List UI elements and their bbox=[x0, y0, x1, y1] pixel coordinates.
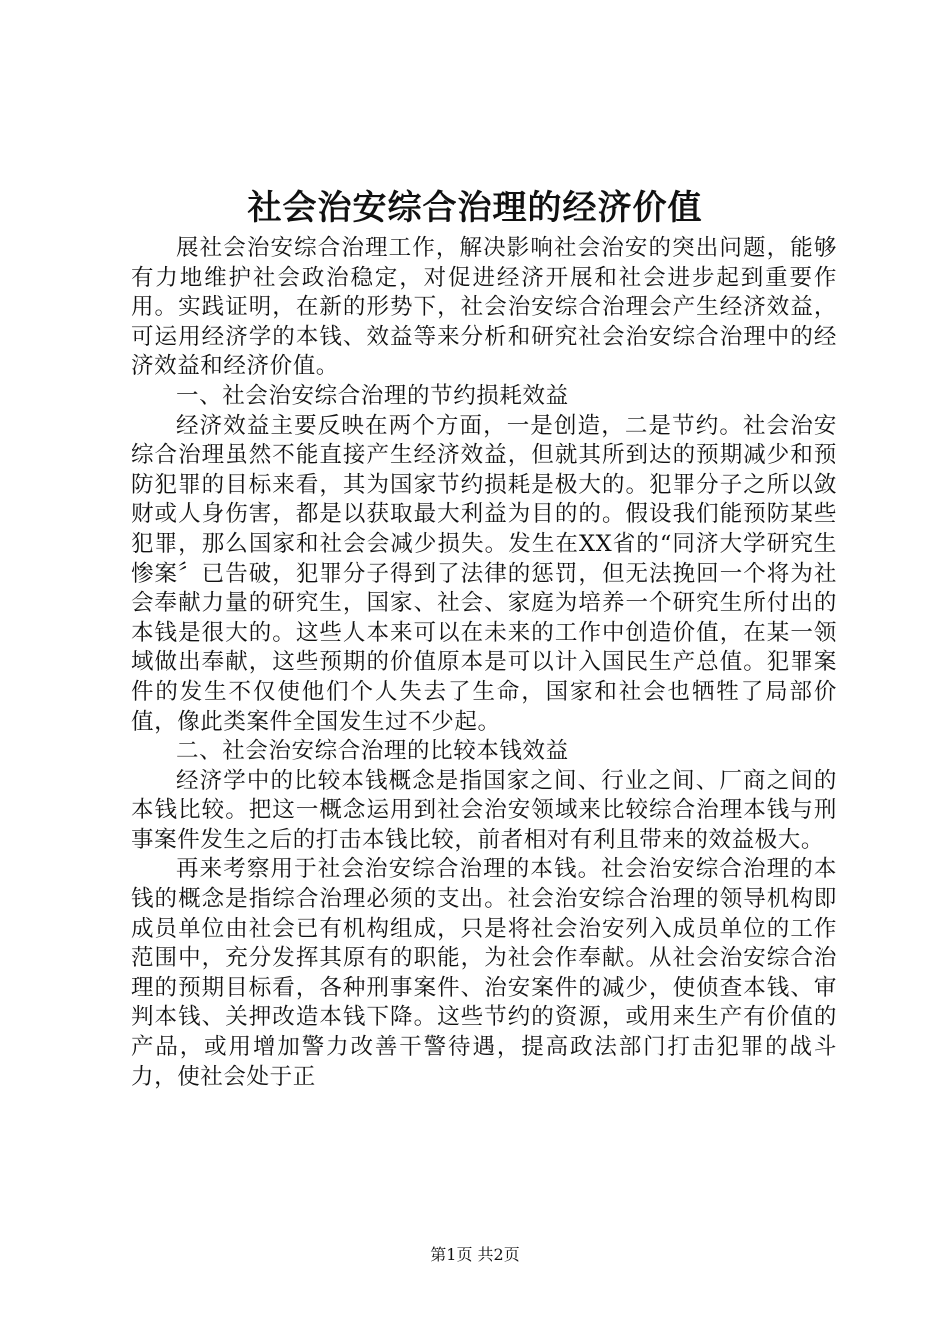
paragraph-section-2b: 再来考察用于社会治安综合治理的本钱。社会治安综合治理的本钱的概念是指综合治理必须的支出。社会治安综合治理的领导机构即成员单位由社会已有机构组成，只是将社会治安列入成员单位的工作范围中，充分发挥其原有的职能，为社会作奉献。从社会治安综合治理的预期目标看，各种刑事案件、治安案件的减少，使侦查本钱、审判本钱、关押改造本钱下降。这些节约的资源，或用来生产有价值的产品，或用增加警力改善干警待遇，提高政法部门打击犯罪的战斗力，使社会处于正 bbox=[131, 856, 837, 1090]
paragraph-intro: 展社会治安综合治理工作，解决影响社会治安的突出问题，能够有力地维护社会政治稳定，对促进经济开展和社会进步起到重要作用。实践证明，在新的形势下，社会治安综合治理会产生经济效益，可运用经济学的本钱、效益等来分析和研究社会治安综合治理中的经济效益和经济价值。 bbox=[131, 235, 837, 380]
document-title: 社会治安综合治理的经济价值 bbox=[247, 188, 703, 228]
document-body bbox=[131, 234, 837, 1092]
paragraph-section-2a: 经济学中的比较本钱概念是指国家之间、行业之间、厂商之间的本钱比较。把这一概念运用到社会治安领域来比较综合治理本钱与刑事案件发生之后的打击本钱比较，前者相对有利且带来的效益极大。 bbox=[131, 767, 837, 853]
page-number-footer: 第1页 共2页 bbox=[430, 1245, 520, 1264]
section-heading-2: 二、社会治安综合治理的比较本钱效益 bbox=[176, 738, 569, 765]
section-heading-1: 一、社会治安综合治理的节约损耗效益 bbox=[176, 382, 569, 409]
paragraph-section-1: 经济效益主要反映在两个方面，一是创造，二是节约。社会治安综合治理虽然不能直接产生经济效益，但就其所到达的预期减少和预防犯罪的目标来看，其为国家节约损耗是极大的。犯罪分子之所以敛财或人身伤害，都是以获取最大利益为目的的。假设我们能预防某些犯罪，那么国家和社会会减少损失。发生在XX省的“同济大学研究生惨案〞已告破，犯罪分子得到了法律的惩罚，但无法挽回一个将为社会奉献力量的研究生，国家、社会、家庭为培养一个研究生所付出的本钱是很大的。这些人本来可以在未来的工作中创造价值，在某一领域做出奉献，这些预期的价值原本是可以计入国民生产总值。犯罪案件的发生不仅使他们个人失去了生命，国家和社会也牺牲了局部价值，像此类案件全国发生过不少起。 bbox=[131, 412, 837, 735]
